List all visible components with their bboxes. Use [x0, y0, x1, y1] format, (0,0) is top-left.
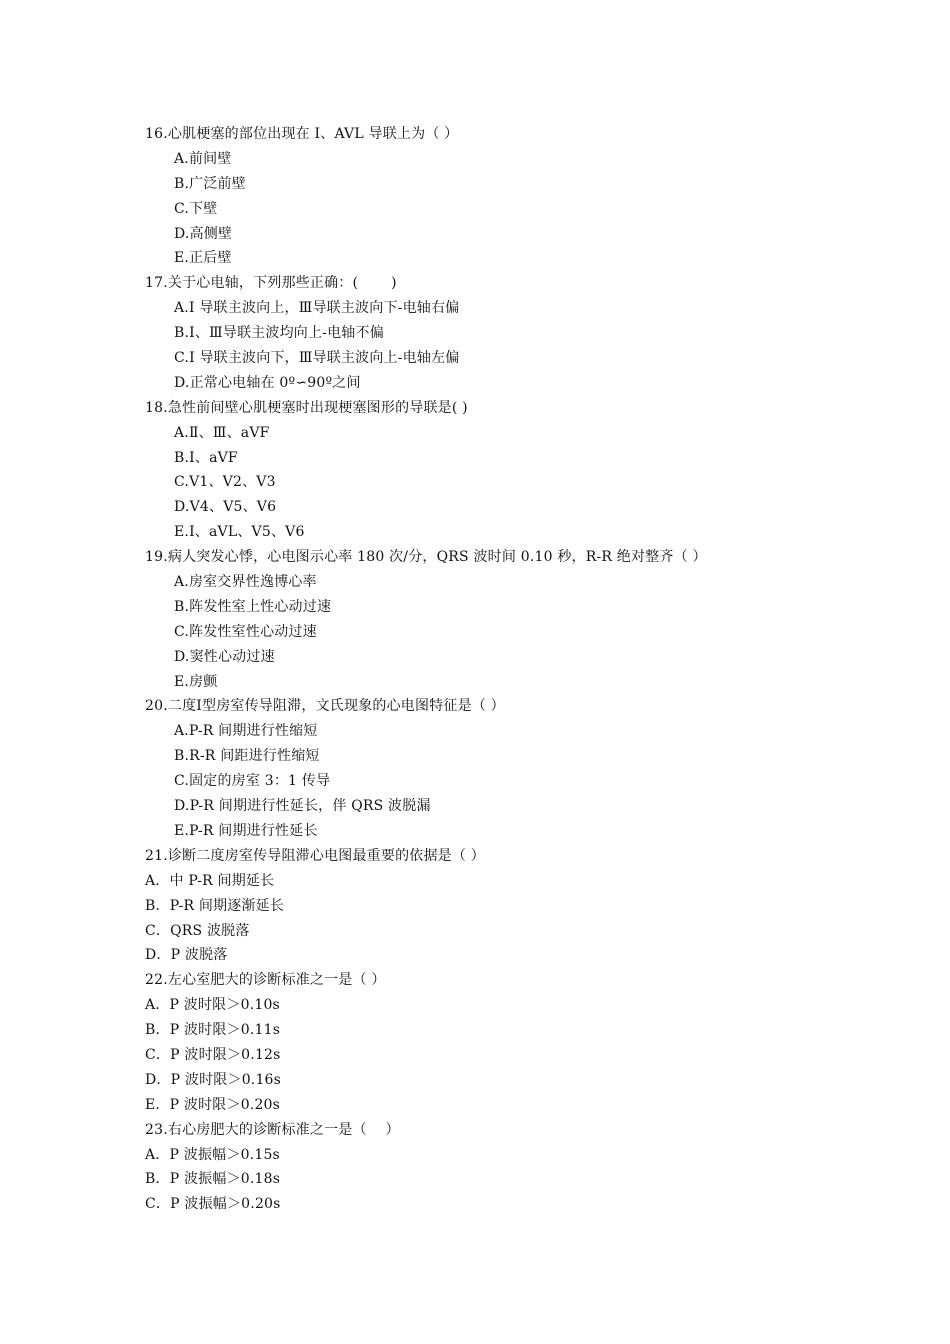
answer-option: C．P 波振幅＞0.20s: [145, 1196, 281, 1213]
answer-option: C.Ⅰ 导联主波向下，Ⅲ导联主波向上-电轴左偏: [174, 350, 460, 367]
question-stem: 16.心肌梗塞的部位出现在 I、AVL 导联上为（ ）: [145, 126, 459, 142]
answer-option: A．P 波振幅＞0.15s: [145, 1146, 280, 1163]
answer-option: B.Ⅰ、Ⅲ导联主波均向上-电轴不偏: [174, 325, 384, 342]
answer-option: D.高侧壁: [174, 225, 233, 242]
answer-option: A．P 波时限＞0.10s: [145, 997, 280, 1014]
answer-option: A.Ⅱ、Ⅲ、aVF: [174, 424, 270, 441]
document-page: [0, 122, 950, 1217]
answer-option: B.R-R 间距进行性缩短: [174, 748, 320, 765]
answer-option: C.下壁: [174, 200, 218, 217]
answer-option: D.正常心电轴在 0º∽90º之间: [174, 374, 361, 391]
answer-option: A.Ⅰ 导联主波向上，Ⅲ导联主波向下-电轴右偏: [174, 300, 460, 317]
answer-option: B．P 波振幅＞0.18s: [145, 1171, 281, 1188]
question-stem: 17.关于心电轴，下列那些正确：( ): [145, 275, 397, 292]
question-stem: 19.病人突发心悸，心电图示心率 180 次/分，QRS 波时间 0.10 秒，R-R 绝对整齐（ ）: [145, 549, 707, 566]
answer-option: C.V1、V2、V3: [174, 474, 276, 491]
answer-option: B．P 波时限＞0.11s: [145, 1022, 281, 1039]
answer-option: E.Ⅰ、aVL、V5、V6: [174, 524, 305, 541]
answer-option: B．P-R 间期逐渐延长: [145, 897, 285, 914]
answer-option: C．QRS 波脱落: [145, 922, 250, 939]
answer-option: A．中 P-R 间期延长: [145, 872, 275, 889]
answer-option: A.P-R 间期进行性缩短: [174, 723, 318, 740]
answer-option: D.窦性心动过速: [174, 648, 275, 665]
answer-option: C．P 波时限＞0.12s: [145, 1046, 281, 1063]
answer-option: D.V4、V5、V6: [174, 499, 277, 516]
answer-option: B.Ⅰ、aVF: [174, 449, 238, 466]
question-stem: 18.急性前间壁心肌梗塞时出现梗塞图形的导联是( ): [145, 399, 468, 416]
question-stem: 20.二度Ⅰ型房室传导阻滞，文氏现象的心电图特征是（ ）: [145, 698, 505, 715]
answer-option: D．P 波时限＞0.16s: [145, 1071, 282, 1088]
answer-option: E.房颤: [174, 673, 218, 690]
question-stem: 22.左心室肥大的诊断标准之一是（ ）: [145, 972, 386, 989]
answer-option: D.P-R 间期进行性延长，伴 QRS 波脱漏: [174, 798, 431, 815]
answer-option: E.P-R 间期进行性延长: [174, 822, 318, 839]
answer-option: B.广泛前壁: [174, 175, 246, 192]
question-stem: 23.右心房肥大的诊断标准之一是（ ）: [145, 1121, 400, 1138]
answer-option: D．P 波脱落: [145, 947, 228, 964]
answer-option: E.正后壁: [174, 250, 232, 267]
answer-option: C.阵发性室性心动过速: [174, 623, 317, 640]
answer-option: B.阵发性室上性心动过速: [174, 598, 332, 615]
answer-option: A.房室交界性逸博心率: [174, 574, 317, 591]
answer-option: E．P 波时限＞0.20s: [145, 1096, 281, 1113]
answer-option: A.前间壁: [174, 150, 232, 167]
question-stem: 21.诊断二度房室传导阻滞心电图最重要的依据是（ ）: [145, 847, 485, 864]
answer-option: C.固定的房室 3：1 传导: [174, 773, 331, 790]
